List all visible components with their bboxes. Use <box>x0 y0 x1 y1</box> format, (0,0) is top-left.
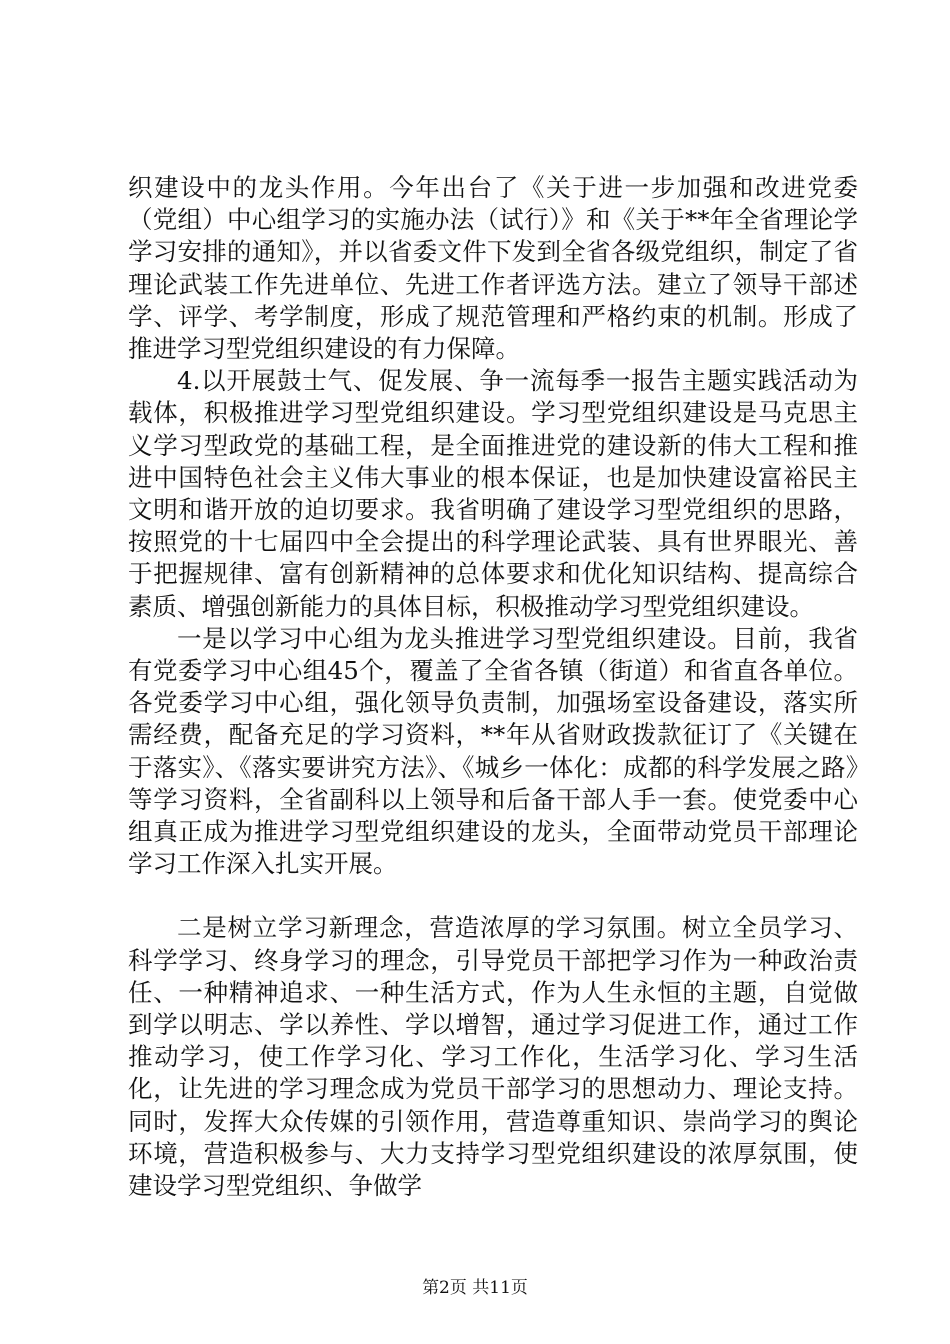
paragraph-gap <box>128 880 858 912</box>
page-footer: 第2页 共11页 <box>422 1278 528 1298</box>
paragraph-1: 织建设中的龙头作用。今年出台了《关于进一步加强和改进党委（党组）中心组学习的实施办法（试行）》和《关于**年全省理论学学习安排的通知》，并以省委文件下发到全省各级党组织，制定了省理论武装工作先进单位、先进工作者评选方法。建立了领导干部述学、评学、考学制度，形成了规范管理和严格约束的机制。形成了推进学习型党组织建设的有力保障。 <box>128 173 858 364</box>
paragraph-2: 4.以开展鼓士气、促发展、争一流每季一报告主题实践活动为载体，积极推进学习型党组织建设。学习型党组织建设是马克思主义学习型政党的基础工程，是全面推进党的建设新的伟大工程和推进中国特色社会主义伟大事业的根本保证，也是加快建设富裕民主文明和谐开放的迫切要求。我省明确了建设学习型党组织的思路，按照党的十七届四中全会提出的科学理论武装、具有世界眼光、善于把握规律、富有创新精神的总体要求和优化知识结构、提高综合素质、增强创新能力的具体目标，积极推动学习型党组织建设。 <box>128 366 858 621</box>
document-body <box>128 172 858 1202</box>
paragraph-3: 一是以学习中心组为龙头推进学习型党组织建设。目前，我省有党委学习中心组45个，覆盖了全省各镇（街道）和省直各单位。各党委学习中心组，强化领导负责制，加强场室设备建设，落实所需经费，配备充足的学习资料，**年从省财政拨款征订了《关键在于落实》、《落实要讲究方法》、《城乡一体化：成都的科学发展之路》等学习资料，全省副科以上领导和后备干部人手一套。使党委中心组真正成为推进学习型党组织建设的龙头，全面带动党员干部理论学习工作深入扎实开展。 <box>128 623 858 879</box>
paragraph-4: 二是树立学习新理念，营造浓厚的学习氛围。树立全员学习、科学学习、终身学习的理念，引导党员干部把学习作为一种政治责任、一种精神追求、一种生活方式，作为人生永恒的主题，自觉做到学以明志、学以养性、学以增智，通过学习促进工作，通过工作推动学习，使工作学习化、学习工作化，生活学习化、学习生活化，让先进的学习理念成为党员干部学习的思想动力、理论支持。同时，发挥大众传媒的引领作用，营造尊重知识、崇尚学习的舆论环境，营造积极参与、大力支持学习型党组织建设的浓厚氛围，使建设学习型党组织、争做学 <box>128 913 858 1201</box>
